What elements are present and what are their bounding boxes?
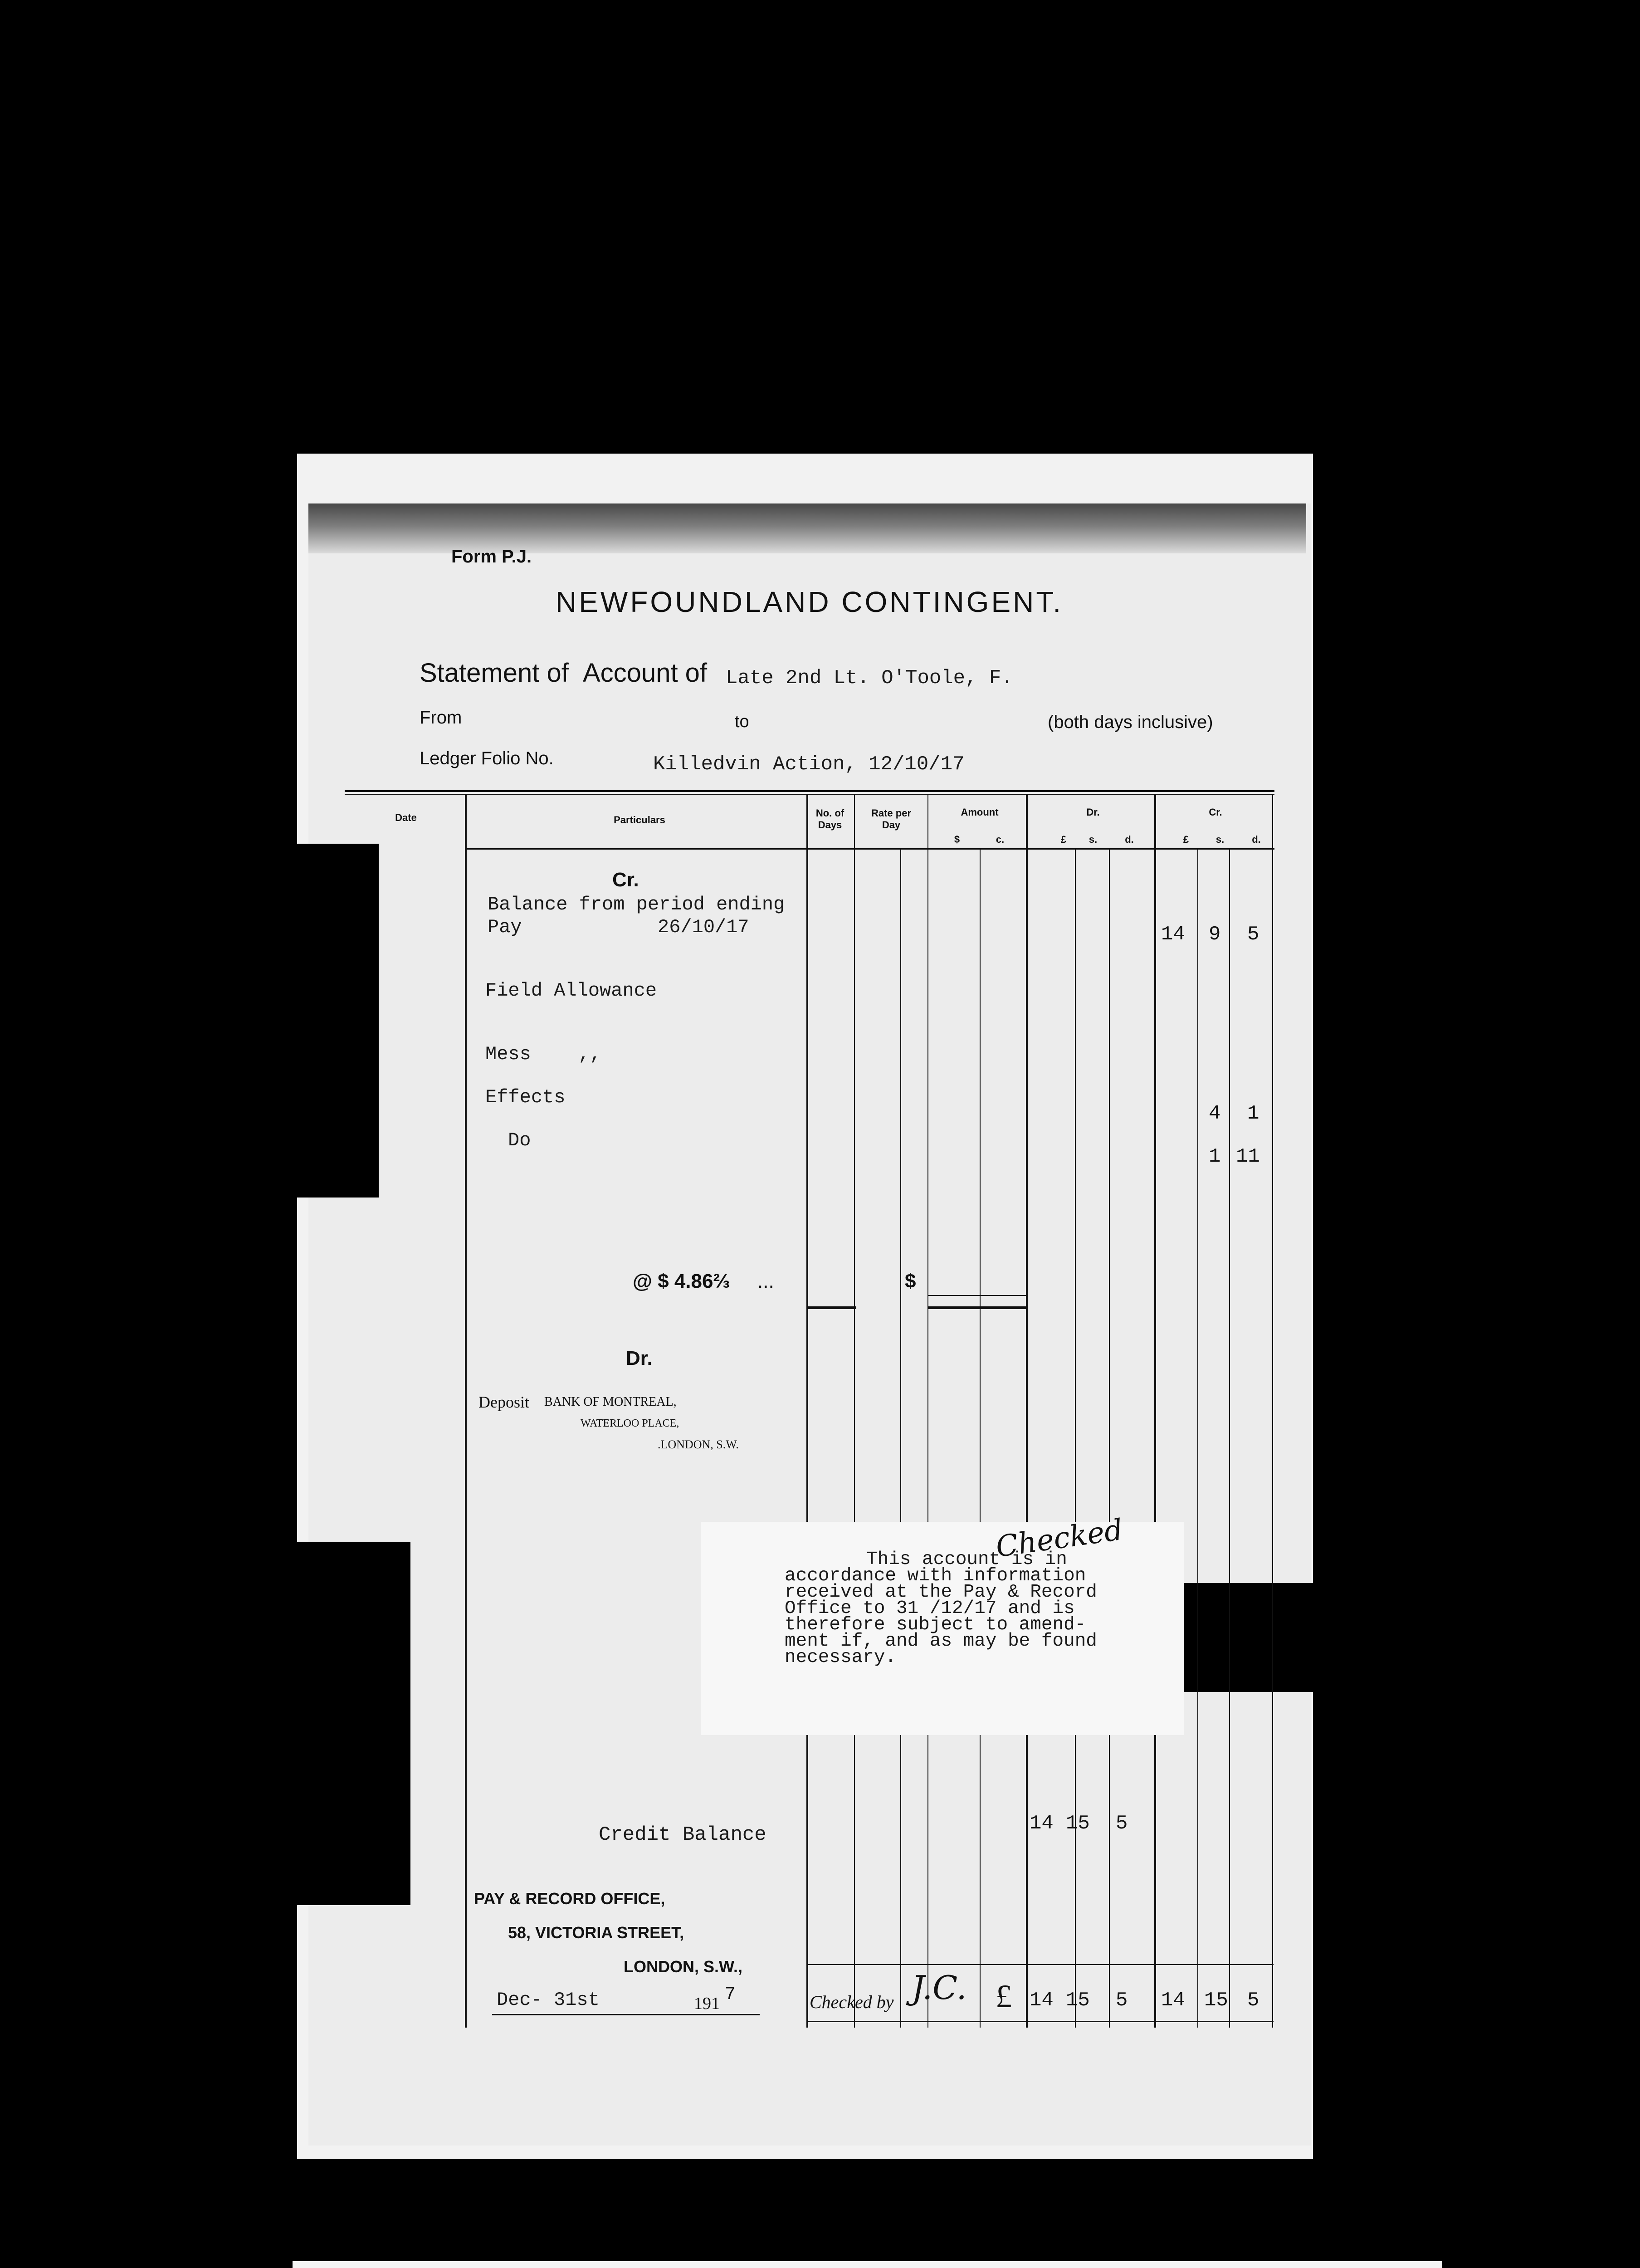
col-rule-cr-d	[1229, 848, 1230, 2028]
checked-by-label: Checked by	[810, 1992, 894, 2012]
col-rule-right	[1272, 794, 1273, 2028]
header-dr-shilling: s.	[1088, 834, 1098, 845]
form-title: NEWFOUNDLAND CONTINGENT.	[556, 586, 1064, 618]
mess-ditto: ,,	[578, 1043, 601, 1065]
header-amount: Amount	[961, 807, 999, 818]
header-cr-shilling: s.	[1215, 834, 1225, 845]
amount-underline	[927, 1306, 1027, 1309]
header-amount-dollar: $	[954, 834, 960, 845]
stamp-line: This account is in	[866, 1549, 1067, 1570]
total-dr-pence: 5	[1116, 1989, 1128, 2012]
rate-underline	[806, 1306, 856, 1309]
inclusive-note: (both days inclusive)	[1048, 712, 1213, 732]
bank-line-2: WATERLOO PLACE,	[581, 1418, 679, 1429]
archive-label-card	[293, 2261, 1442, 2268]
stamp-line: therefore subject to amend-	[785, 1614, 1086, 1635]
ledger-label: Ledger Folio No.	[420, 748, 554, 768]
col-rule-dr	[1026, 794, 1028, 2028]
header-date: Date	[395, 812, 417, 823]
rate-dollar-sign: $	[905, 1270, 916, 1292]
header-rate: Rate per Day	[871, 807, 912, 831]
statement-label: Statement of	[420, 658, 569, 688]
ledger-value: Killedvin Action, 12/10/17	[653, 753, 965, 776]
dr-section-label: Dr.	[626, 1347, 653, 1369]
do-label: Do	[508, 1129, 531, 1151]
checked-initials: J.C.	[912, 1969, 967, 2007]
cr-effects-pence: 1	[1247, 1102, 1259, 1125]
year-prefix: 191	[694, 1994, 720, 2013]
field-allowance: Field Allowance	[485, 980, 657, 1002]
effects-label: Effects	[485, 1086, 566, 1108]
dr-balance-pounds: 14	[1030, 1812, 1054, 1835]
totals-bottom-rule	[806, 2021, 1274, 2022]
balance-line: Balance from period ending	[488, 894, 785, 915]
cr-pay-pence: 5	[1247, 923, 1259, 946]
total-dr-pounds: 14	[1030, 1989, 1054, 2012]
date-underline	[492, 2014, 760, 2015]
header-amount-cents: c.	[996, 834, 1005, 845]
header-dr-pound: £	[1060, 834, 1067, 845]
cr-pay-shillings: 9	[1209, 923, 1221, 946]
header-dr: Dr.	[1086, 807, 1100, 818]
dr-balance-pence: 5	[1116, 1812, 1128, 1835]
cr-section-label: Cr.	[612, 869, 639, 891]
year-suffix: 7	[725, 1984, 736, 2005]
deposit-label: Deposit	[478, 1393, 529, 1411]
header-cr-pence: d.	[1252, 834, 1261, 845]
pay-date: 26/10/17	[658, 916, 749, 938]
table-top-rule-2	[345, 794, 1274, 795]
col-rule-amount	[927, 794, 928, 2028]
dr-balance-shillings: 15	[1066, 1812, 1090, 1835]
col-rule-cents	[980, 848, 981, 2028]
left-tab-cutout	[297, 1542, 410, 1905]
header-particulars: Particulars	[614, 814, 665, 826]
cr-pay-pounds: 14	[1161, 923, 1185, 946]
total-dr-shillings: 15	[1066, 1989, 1090, 2012]
totals-pound-sign: £	[996, 1978, 1012, 2014]
col-rule-rate2	[900, 848, 901, 2028]
table-header-rule	[465, 848, 1274, 850]
header-cr-pound: £	[1183, 834, 1189, 845]
office-line-3: LONDON, S.W.,	[624, 1957, 743, 1976]
left-tab-cutout	[297, 844, 379, 1198]
stamp-line: Office to 31 /12/17 and is	[785, 1598, 1075, 1619]
form-id: Form P.J.	[451, 547, 532, 567]
col-rule-days	[806, 794, 808, 2028]
stamp-text	[785, 1551, 1175, 1666]
cr-do-pence: 11	[1236, 1145, 1260, 1168]
stamp-line: necessary.	[785, 1647, 897, 1668]
cr-do-shillings: 1	[1209, 1145, 1221, 1168]
amount-underline-thin	[927, 1295, 1027, 1296]
table-top-rule	[345, 790, 1274, 792]
bank-line-3: .LONDON, S.W.	[658, 1438, 739, 1451]
office-line-2: 58, VICTORIA STREET,	[508, 1923, 684, 1942]
mess-label: Mess	[485, 1043, 531, 1065]
col-rule-cr	[1154, 794, 1156, 2028]
checked-handwriting: Checked	[994, 1513, 1125, 1564]
header-days: No. of Days	[815, 807, 844, 831]
account-label: Account of	[583, 658, 708, 688]
col-rule-dr-s	[1075, 848, 1076, 2028]
totals-top-rule	[806, 1964, 1274, 1965]
page-stain	[308, 503, 1306, 553]
pay-label: Pay	[488, 916, 522, 938]
total-cr-pounds: 14	[1161, 1989, 1185, 2012]
account-holder: Late 2nd Lt. O'Toole, F.	[726, 667, 1013, 689]
total-cr-pence: 5	[1247, 1989, 1259, 2012]
cr-effects-shillings: 4	[1209, 1102, 1221, 1125]
col-rule-cr-s	[1197, 848, 1198, 2028]
header-dr-pence: d.	[1125, 834, 1134, 845]
bank-line-1: BANK OF MONTREAL,	[544, 1395, 677, 1409]
from-label: From	[420, 708, 462, 728]
stamp-line: received at the Pay & Record	[785, 1582, 1097, 1603]
rate-dots: ...	[757, 1270, 774, 1292]
col-rule-rate	[854, 794, 855, 2028]
col-rule-dr-d	[1109, 848, 1110, 2028]
office-line-1: PAY & RECORD OFFICE,	[474, 1889, 665, 1908]
to-label: to	[735, 712, 749, 731]
stamp-line: accordance with information	[785, 1565, 1086, 1586]
header-cr: Cr.	[1209, 807, 1222, 818]
col-rule-particulars	[465, 794, 467, 2028]
stamp-line: ment if, and as may be found	[785, 1631, 1097, 1652]
statement-date: Dec- 31st	[497, 1989, 600, 2011]
total-cr-shillings: 15	[1204, 1989, 1228, 2012]
credit-balance-label: Credit Balance	[599, 1823, 766, 1846]
exchange-rate: @ $ 4.86⅔	[633, 1270, 730, 1292]
